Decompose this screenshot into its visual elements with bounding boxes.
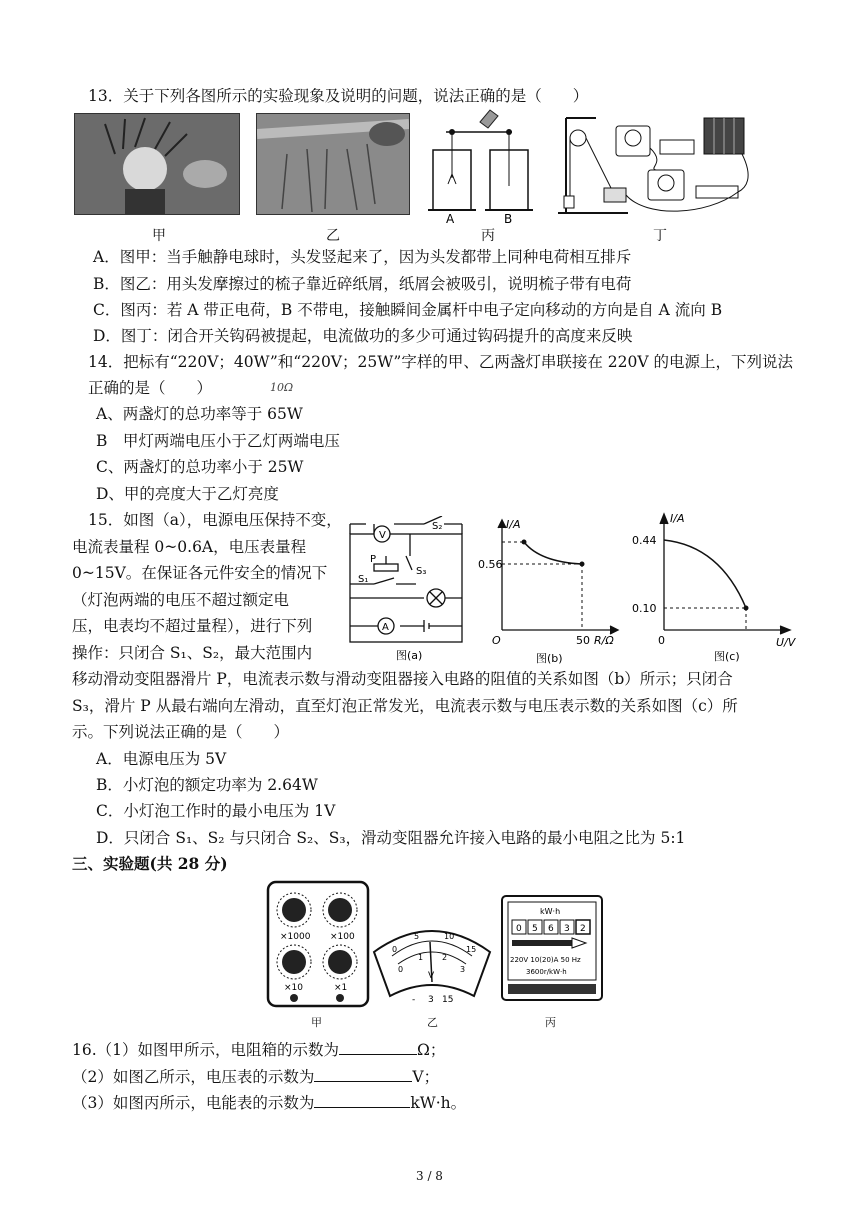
energy-meter-unit: kW·h	[540, 907, 561, 916]
instrument-caption-yi: 乙	[427, 1016, 438, 1029]
voltmeter-terminal-3: 3	[428, 995, 434, 1005]
graph-b-ylabel: I/A	[506, 518, 521, 531]
q13-option-d: D．图丁：闭合开关钩码被提起，电流做功的多少可通过钩码提升的高度来反映	[93, 327, 633, 345]
photo-static-ball-graphic	[75, 114, 239, 214]
meter-digit-5: 2	[580, 924, 586, 934]
q15-option-a: A．电源电压为 5V	[96, 750, 227, 768]
meter-digit-2: 5	[532, 924, 538, 934]
meter-digit-4: 3	[564, 924, 570, 934]
q16-answer-blank-3[interactable]	[314, 1091, 410, 1108]
graph-b	[478, 512, 628, 666]
voltmeter	[370, 912, 494, 1010]
q14-option-d: D、甲的亮度大于乙灯亮度	[96, 485, 279, 503]
q14-option-b: B 甲灯两端电压小于乙灯两端电压	[96, 432, 340, 450]
q14-margin-note: 10Ω	[270, 381, 294, 394]
q16-line-3-unit: kW·h。	[410, 1094, 467, 1112]
graph-b-origin: O	[492, 634, 501, 647]
voltmeter-top-0: 0	[392, 945, 398, 954]
graph-c-curve	[664, 540, 746, 608]
q13-option-a: A．图甲：当手触静电球时，头发竖起来了，因为头发都带上同种电荷相互排斥	[93, 248, 632, 266]
q16-line-2-text: （2）如图乙所示，电压表的示数为	[72, 1068, 315, 1086]
q16-line-1-unit: Ω；	[417, 1041, 446, 1059]
q14-option-c: C、两盏灯的总功率小于 25W	[96, 458, 304, 476]
q14-stem-line2: 正确的是（ ）	[88, 379, 213, 397]
voltmeter-terminal-15: 15	[442, 995, 454, 1005]
q13-option-b: B．图乙：用头发摩擦过的梳子靠近碎纸屑，纸屑会被吸引，说明梳子带有电荷	[93, 275, 632, 293]
graph-c-origin: 0	[658, 634, 665, 647]
electroscope-label-a: A	[446, 212, 455, 226]
caption-jia: 甲	[152, 228, 166, 244]
caption-ding: 丁	[653, 228, 667, 244]
page-number: 3 / 8	[416, 1169, 443, 1183]
circuit-a-s3-label: S₃	[416, 566, 427, 577]
circuit-diagram-a	[344, 516, 476, 666]
graph-b-curve	[524, 542, 582, 564]
resistance-box	[266, 880, 370, 1008]
graph-c-ytick-bottom: 0.10	[632, 602, 657, 615]
section-title: 三、实验题(共 28 分)	[72, 854, 228, 873]
caption-yi: 乙	[326, 228, 340, 244]
graph-b-point-start	[522, 540, 527, 545]
voltmeter-unit: V	[428, 971, 435, 981]
q15-option-b: B．小灯泡的额定功率为 2.64W	[96, 776, 318, 794]
q15-option-d: D．只闭合 S₁、S₂ 与只闭合 S₂、S₃，滑动变阻器允许接入电路的最小电阻之比为 5:1	[96, 829, 686, 847]
q16-answer-blank-1[interactable]	[339, 1038, 417, 1055]
voltmeter-terminal-minus: -	[412, 995, 416, 1005]
q15-line-6: 操作：只闭合 S₁、S₂，最大范围内	[72, 644, 313, 662]
photo-comb-paper	[256, 113, 410, 215]
graph-c-xlabel: U/V	[776, 636, 796, 649]
circuit-a-voltmeter-label: V	[379, 530, 386, 541]
graph-b-ytick: 0.56	[478, 558, 503, 571]
circuit-a-s1-label: S₁	[358, 574, 369, 585]
box-multiplier-100: ×100	[330, 932, 355, 942]
box-multiplier-10: ×10	[284, 983, 303, 993]
q14-stem-line1: 14．把标有“220V；40W”和“220V；25W”字样的甲、乙两盏灯串联接在 220V 的电源上，下列说法	[88, 353, 793, 371]
graph-c-point-end	[744, 606, 749, 611]
q15-line-4: （灯泡两端的电压不超过额定电	[72, 591, 290, 609]
q15-line-3: 0~15V。在保证各元件安全的情况下	[72, 564, 328, 582]
q15-line-1: 15．如图（a），电源电压保持不变，	[88, 511, 342, 529]
circuit-a-p-label: P	[370, 554, 377, 565]
q16-line-2-unit: V；	[412, 1068, 440, 1086]
circuit-a-s2-label: S₂	[432, 521, 443, 532]
q13-stem: 13．关于下列各图所示的实验现象及说明的问题，说法正确的是（ ）	[88, 87, 589, 105]
graph-c	[630, 506, 798, 666]
q16-line-3-text: （3）如图丙所示，电能表的示数为	[72, 1094, 315, 1112]
energy-meter-spec1: 220V 10(20)A 50 Hz	[510, 956, 581, 964]
q16-line-2	[72, 1065, 439, 1087]
q15-line-8: S₃，滑片 P 从最右端向左滑动，直至灯泡正常发光，电流表示数与电压表示数的关系如图（c）所	[72, 697, 738, 715]
motor-circuit-diagram	[556, 108, 756, 226]
graph-b-xtick: 50	[576, 634, 590, 647]
graph-c-ylabel: I/A	[670, 512, 685, 525]
caption-bing: 丙	[481, 228, 495, 244]
q16-answer-blank-2[interactable]	[314, 1065, 412, 1082]
graph-c-caption: 图(c)	[714, 650, 740, 663]
q15-line-9: 示。下列说法正确的是（ ）	[72, 723, 290, 741]
voltmeter-top-5: 5	[414, 932, 420, 941]
energy-meter	[500, 894, 604, 1004]
instrument-caption-jia: 甲	[311, 1016, 322, 1029]
voltmeter-bottom-1: 1	[418, 953, 424, 962]
voltmeter-top-15: 15	[466, 945, 477, 954]
voltmeter-bottom-0: 0	[398, 965, 404, 974]
graph-c-ytick-top: 0.44	[632, 534, 657, 547]
electroscope-diagram	[428, 108, 548, 226]
graph-b-point-end	[580, 562, 585, 567]
voltmeter-top-10: 10	[444, 932, 455, 941]
q16-line-1-text: 16.（1）如图甲所示，电阻箱的示数为	[72, 1041, 340, 1059]
electroscope-label-b: B	[504, 212, 513, 226]
photo-static-ball	[74, 113, 240, 215]
circuit-a-caption: 图(a)	[396, 649, 423, 662]
photo-comb-paper-graphic	[257, 114, 409, 214]
box-multiplier-1000: ×1000	[280, 932, 311, 942]
circuit-a-ammeter-label: A	[382, 622, 389, 633]
voltmeter-bottom-2: 2	[442, 953, 448, 962]
meter-digit-3: 6	[548, 924, 554, 934]
instrument-caption-bing: 丙	[545, 1016, 556, 1029]
graph-b-caption: 图(b)	[536, 652, 563, 665]
voltmeter-bottom-3: 3	[460, 965, 466, 974]
q15-line-7: 移动滑动变阻器滑片 P，电流表示数与滑动变阻器接入电路的阻值的关系如图（b）所示；只闭合	[72, 670, 733, 688]
q15-line-2: 电流表量程 0~0.6A，电压表量程	[72, 538, 307, 556]
q16-line-3	[72, 1091, 466, 1113]
q16-line-1	[72, 1038, 445, 1060]
q15-option-c: C．小灯泡工作时的最小电压为 1V	[96, 802, 336, 820]
q14-option-a: A、两盏灯的总功率等于 65W	[96, 405, 303, 423]
q13-option-c: C．图丙：若 A 带正电荷，B 不带电，接触瞬间金属杆中电子定向移动的方向是自 A 流向 B	[93, 301, 723, 319]
q15-line-5: 压，电表均不超过量程），进行下列	[72, 617, 313, 635]
graph-b-xlabel: R/Ω	[594, 634, 614, 647]
energy-meter-spec2: 3600r/kW·h	[526, 968, 567, 976]
box-multiplier-1: ×1	[334, 983, 348, 993]
meter-digit-1: 0	[516, 924, 522, 934]
